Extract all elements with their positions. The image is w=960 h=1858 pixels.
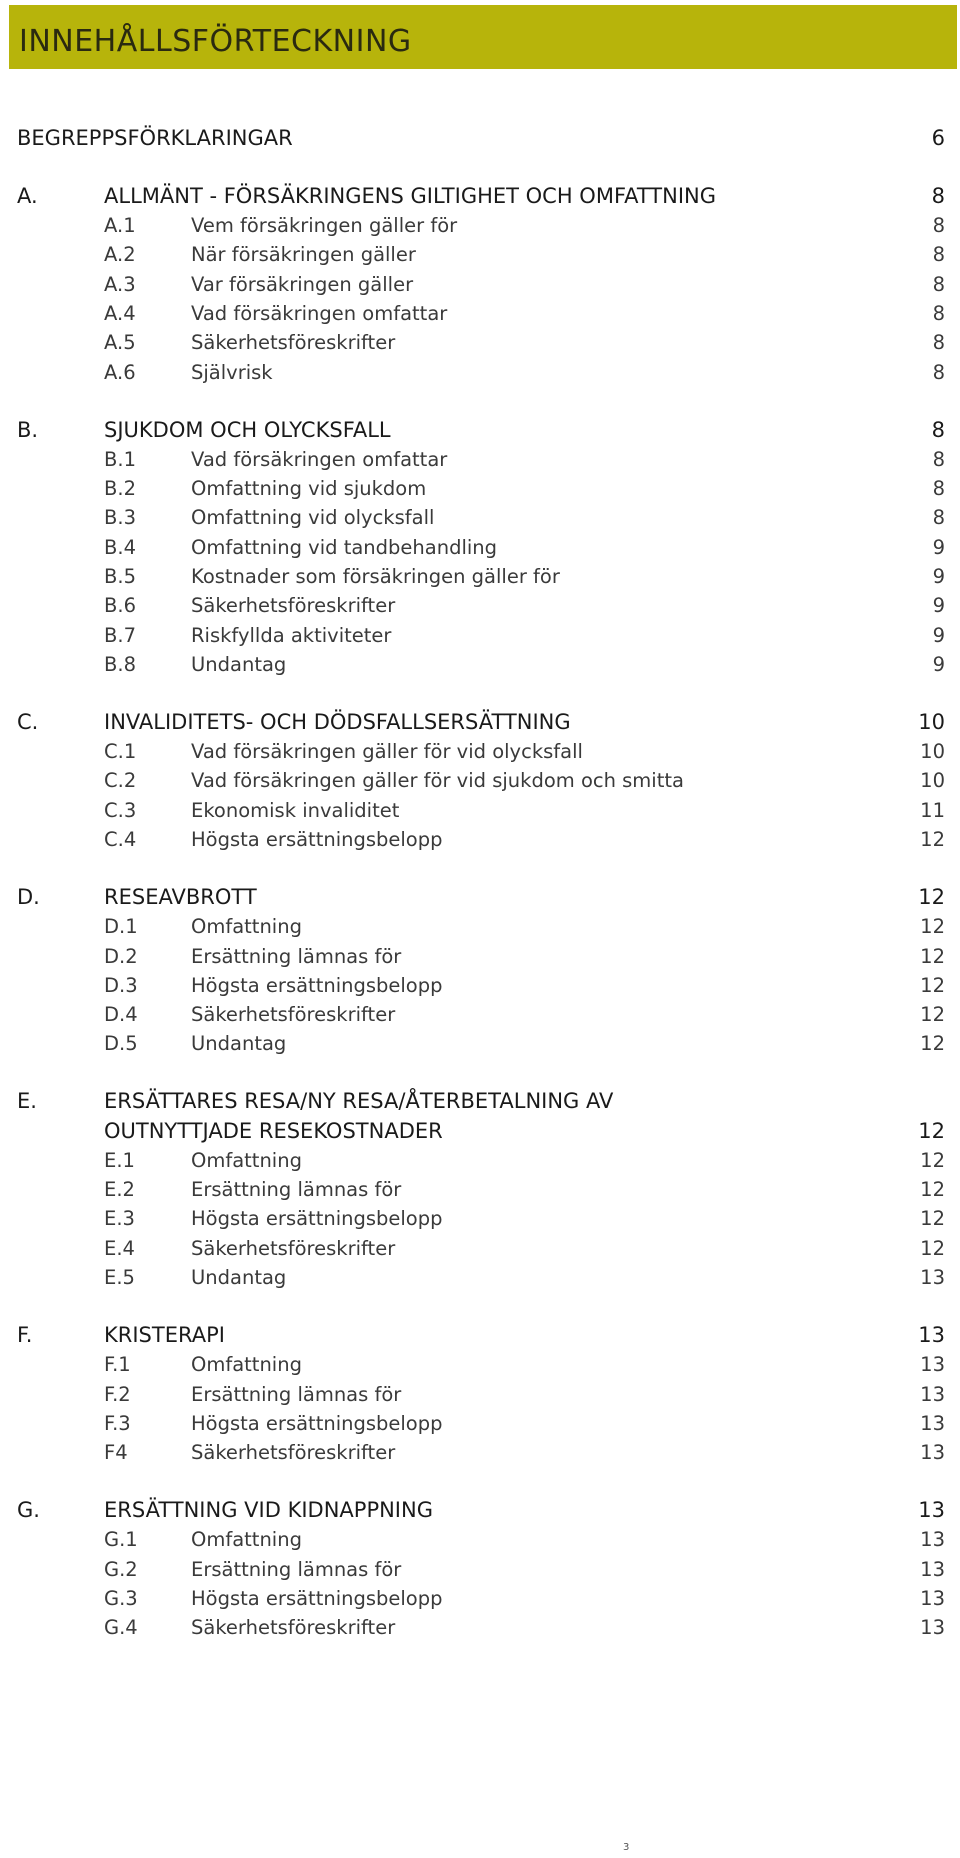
subsection-number: B.8: [104, 652, 136, 676]
toc-page-number: 12: [920, 915, 945, 939]
toc-subsection[interactable]: [17, 1350, 945, 1379]
section-spacer: [17, 153, 945, 182]
toc-subsection[interactable]: [17, 503, 945, 532]
subsection-number: B.1: [104, 447, 136, 471]
toc-page-number: 12: [920, 1207, 945, 1231]
subsection-number: B.7: [104, 623, 136, 647]
toc-page-number: 13: [920, 1616, 945, 1640]
toc-page-number: 13: [918, 1322, 945, 1347]
subsection-number: B.6: [104, 594, 136, 618]
toc-section-heading[interactable]: [17, 1321, 945, 1350]
subsection-title: Kostnader som försäkringen gäller för: [191, 565, 560, 589]
toc-subsection[interactable]: [17, 971, 945, 1000]
subsection-number: E.5: [104, 1266, 135, 1290]
toc-page-number: 8: [931, 417, 945, 442]
section-letter: D.: [17, 884, 40, 909]
subsection-title: Omfattning vid sjukdom: [191, 477, 427, 501]
section-spacer: [17, 1059, 945, 1088]
toc-section-heading[interactable]: [17, 1496, 945, 1525]
toc-page-number: 9: [932, 535, 945, 559]
subsection-title: Vad försäkringen gäller för vid sjukdom och smitta: [191, 769, 684, 793]
subsection-title: Vad försäkringen gäller för vid olycksfall: [191, 740, 583, 764]
toc-page-number: 8: [932, 214, 945, 238]
subsection-title: Ersättning lämnas för: [191, 1178, 402, 1202]
toc-page-number: 13: [920, 1586, 945, 1610]
subsection-title: När försäkringen gäller: [191, 243, 416, 267]
toc-subsection[interactable]: [17, 796, 945, 825]
section-letter: F.: [17, 1322, 33, 1347]
subsection-title: Omfattning vid olycksfall: [191, 506, 435, 530]
toc-subsection[interactable]: [17, 328, 945, 357]
subsection-title: Säkerhetsföreskrifter: [191, 1236, 396, 1260]
toc-subsection[interactable]: [17, 1380, 945, 1409]
toc-page-number: 13: [920, 1266, 945, 1290]
toc-subsection[interactable]: [17, 942, 945, 971]
subsection-number: G.4: [104, 1616, 138, 1640]
section-spacer: [17, 1292, 945, 1321]
toc-page-number: 8: [932, 302, 945, 326]
subsection-title: Säkerhetsföreskrifter: [191, 594, 396, 618]
toc-page-number: 13: [920, 1528, 945, 1552]
subsection-number: D.4: [104, 1003, 138, 1027]
toc-section-heading[interactable]: [17, 1117, 945, 1146]
toc-page-number: 13: [920, 1411, 945, 1435]
toc-page-number: 12: [918, 884, 945, 909]
section-letter: A.: [17, 183, 38, 208]
subsection-title: Säkerhetsföreskrifter: [191, 1441, 396, 1465]
toc-subsection[interactable]: [17, 562, 945, 591]
subsection-title: Ekonomisk invaliditet: [191, 798, 400, 822]
subsection-title: Vad försäkringen omfattar: [191, 302, 448, 326]
subsection-number: G.3: [104, 1586, 138, 1610]
subsection-number: C.4: [104, 828, 137, 852]
subsection-number: G.2: [104, 1557, 138, 1581]
toc-subsection[interactable]: [17, 299, 945, 328]
toc-page-number: 13: [918, 1498, 945, 1523]
section-letter: C.: [17, 709, 39, 734]
toc-subsection[interactable]: [17, 621, 945, 650]
subsection-title: Omfattning: [191, 1528, 302, 1552]
subsection-number: C.3: [104, 798, 137, 822]
toc-page-number: 12: [920, 1236, 945, 1260]
toc-page-number: 8: [932, 506, 945, 530]
toc-subsection[interactable]: [17, 650, 945, 679]
section-title: INVALIDITETS- OCH DÖDSFALLSERSÄTTNING: [104, 709, 571, 734]
subsection-number: B.5: [104, 565, 136, 589]
toc-subsection[interactable]: [17, 533, 945, 562]
toc-subsection[interactable]: [17, 1204, 945, 1233]
toc-section-heading[interactable]: [17, 182, 945, 211]
toc-entry-label: BEGREPPSFÖRKLARINGAR: [17, 126, 293, 150]
subsection-title: Självrisk: [191, 360, 273, 384]
toc-subsection[interactable]: [17, 1175, 945, 1204]
section-title: ALLMÄNT - FÖRSÄKRINGENS GILTIGHET OCH OMFATTNING: [104, 183, 717, 208]
subsection-number: D.3: [104, 973, 138, 997]
subsection-title: Ersättning lämnas för: [191, 944, 402, 968]
toc-subsection[interactable]: [17, 1613, 945, 1642]
subsection-title: Undantag: [191, 652, 287, 676]
toc-subsection[interactable]: [17, 1263, 945, 1292]
toc-subsection[interactable]: [17, 1234, 945, 1263]
toc-page-number: 12: [920, 1032, 945, 1056]
toc-page-number: 13: [920, 1441, 945, 1465]
toc-page-number: 9: [932, 594, 945, 618]
page-title: INNEHÅLLSFÖRTECKNING: [19, 23, 412, 59]
subsection-number: E.3: [104, 1207, 135, 1231]
toc-page-number: 12: [920, 1178, 945, 1202]
toc-page-number: 8: [932, 447, 945, 471]
toc-subsection[interactable]: [17, 1438, 945, 1467]
subsection-number: B.2: [104, 477, 136, 501]
toc-section-heading[interactable]: [17, 708, 945, 737]
toc-page-number: 12: [920, 1003, 945, 1027]
subsection-number: F.1: [104, 1353, 131, 1377]
title-bar: [9, 5, 957, 69]
section-letter: E.: [17, 1089, 37, 1114]
section-title: SJUKDOM OCH OLYCKSFALL: [104, 417, 391, 442]
subsection-number: E.2: [104, 1178, 135, 1202]
toc-page-number: 8: [932, 477, 945, 501]
toc-subsection[interactable]: [17, 737, 945, 766]
toc-page-number: 12: [918, 1118, 945, 1143]
toc-subsection[interactable]: [17, 766, 945, 795]
toc-page-number: 12: [920, 1148, 945, 1172]
toc-page-number: 8: [931, 183, 945, 208]
toc-section-heading[interactable]: [17, 883, 945, 912]
toc-subsection[interactable]: [17, 912, 945, 941]
toc-subsection[interactable]: [17, 1409, 945, 1438]
toc-subsection[interactable]: [17, 358, 945, 387]
toc-page-number: 12: [920, 973, 945, 997]
toc-page-number: 11: [920, 798, 945, 822]
subsection-number: B.3: [104, 506, 136, 530]
section-spacer: [17, 387, 945, 416]
subsection-number: A.5: [104, 331, 136, 355]
toc-page-number: 12: [920, 828, 945, 852]
subsection-title: Högsta ersättningsbelopp: [191, 1411, 443, 1435]
subsection-number: C.1: [104, 740, 137, 764]
toc-subsection[interactable]: [17, 474, 945, 503]
subsection-title: Undantag: [191, 1266, 287, 1290]
subsection-number: E.4: [104, 1236, 135, 1260]
toc-subsection[interactable]: [17, 240, 945, 269]
subsection-title: Vad försäkringen omfattar: [191, 447, 448, 471]
subsection-title: Säkerhetsföreskrifter: [191, 1003, 396, 1027]
subsection-number: A.3: [104, 272, 136, 296]
toc-subsection[interactable]: [17, 1525, 945, 1554]
toc-section-heading[interactable]: [17, 416, 945, 445]
subsection-number: F.3: [104, 1411, 131, 1435]
section-spacer: [17, 1467, 945, 1496]
subsection-number: B.4: [104, 535, 136, 559]
toc-subsection[interactable]: [17, 591, 945, 620]
toc-page-number: 9: [932, 565, 945, 589]
subsection-title: Högsta ersättningsbelopp: [191, 1586, 443, 1610]
subsection-title: Säkerhetsföreskrifter: [191, 1616, 396, 1640]
section-spacer: [17, 854, 945, 883]
subsection-number: D.2: [104, 944, 138, 968]
subsection-title: Omfattning: [191, 1353, 302, 1377]
toc-subsection[interactable]: [17, 445, 945, 474]
toc-subsection[interactable]: [17, 1000, 945, 1029]
toc-page-number: 10: [920, 740, 945, 764]
subsection-title: Omfattning vid tandbehandling: [191, 535, 498, 559]
toc-subsection[interactable]: [17, 211, 945, 240]
subsection-title: Högsta ersättningsbelopp: [191, 1207, 443, 1231]
toc-page-number: 8: [932, 243, 945, 267]
subsection-number: D.1: [104, 915, 138, 939]
toc-subsection[interactable]: [17, 270, 945, 299]
subsection-title: Riskfyllda aktiviteter: [191, 623, 392, 647]
section-spacer: [17, 679, 945, 708]
subsection-title: Omfattning: [191, 915, 302, 939]
section-title: KRISTERAPI: [104, 1322, 225, 1347]
section-title: ERSÄTTNING VID KIDNAPPNING: [104, 1498, 433, 1523]
toc-page-number: 10: [920, 769, 945, 793]
section-title: OUTNYTTJADE RESEKOSTNADER: [104, 1118, 443, 1143]
subsection-number: A.4: [104, 302, 136, 326]
toc-page-number: 10: [918, 709, 945, 734]
section-title: ERSÄTTARES RESA/NY RESA/ÅTERBETALNING AV: [104, 1089, 614, 1114]
toc-subsection[interactable]: [17, 1584, 945, 1613]
section-title: RESEAVBROTT: [104, 884, 257, 909]
toc-page-number: 9: [932, 623, 945, 647]
subsection-title: Högsta ersättningsbelopp: [191, 973, 443, 997]
toc-page-number: 13: [920, 1382, 945, 1406]
subsection-number: C.2: [104, 769, 137, 793]
subsection-title: Ersättning lämnas för: [191, 1382, 402, 1406]
toc-subsection[interactable]: [17, 1555, 945, 1584]
section-letter: B.: [17, 417, 39, 442]
toc-page-number: 8: [932, 360, 945, 384]
subsection-number: D.5: [104, 1032, 138, 1056]
subsection-title: Ersättning lämnas för: [191, 1557, 402, 1581]
subsection-number: F4: [104, 1441, 128, 1465]
subsection-number: E.1: [104, 1148, 135, 1172]
subsection-title: Vem försäkringen gäller för: [191, 214, 458, 238]
toc-entry-definitions[interactable]: [17, 124, 945, 153]
section-letter: G.: [17, 1498, 40, 1523]
toc-subsection[interactable]: [17, 1029, 945, 1058]
subsection-title: Var försäkringen gäller: [191, 272, 414, 296]
subsection-title: Undantag: [191, 1032, 287, 1056]
subsection-number: A.2: [104, 243, 136, 267]
toc-section-heading[interactable]: [17, 1087, 945, 1116]
toc-page-number: 8: [932, 272, 945, 296]
subsection-number: A.6: [104, 360, 136, 384]
table-of-contents: [17, 124, 945, 1643]
toc-subsection[interactable]: [17, 825, 945, 854]
toc-subsection[interactable]: [17, 1146, 945, 1175]
toc-page-number: 12: [920, 944, 945, 968]
subsection-number: A.1: [104, 214, 136, 238]
subsection-title: Omfattning: [191, 1148, 302, 1172]
subsection-title: Högsta ersättningsbelopp: [191, 828, 443, 852]
toc-page-number: 9: [932, 652, 945, 676]
toc-page-number: 8: [932, 331, 945, 355]
footer-page-number: 3: [623, 1842, 630, 1853]
subsection-number: F.2: [104, 1382, 131, 1406]
toc-page-number: 13: [920, 1353, 945, 1377]
toc-page-number: 13: [920, 1557, 945, 1581]
toc-page-number: 6: [931, 126, 945, 150]
subsection-number: G.1: [104, 1528, 138, 1552]
subsection-title: Säkerhetsföreskrifter: [191, 331, 396, 355]
